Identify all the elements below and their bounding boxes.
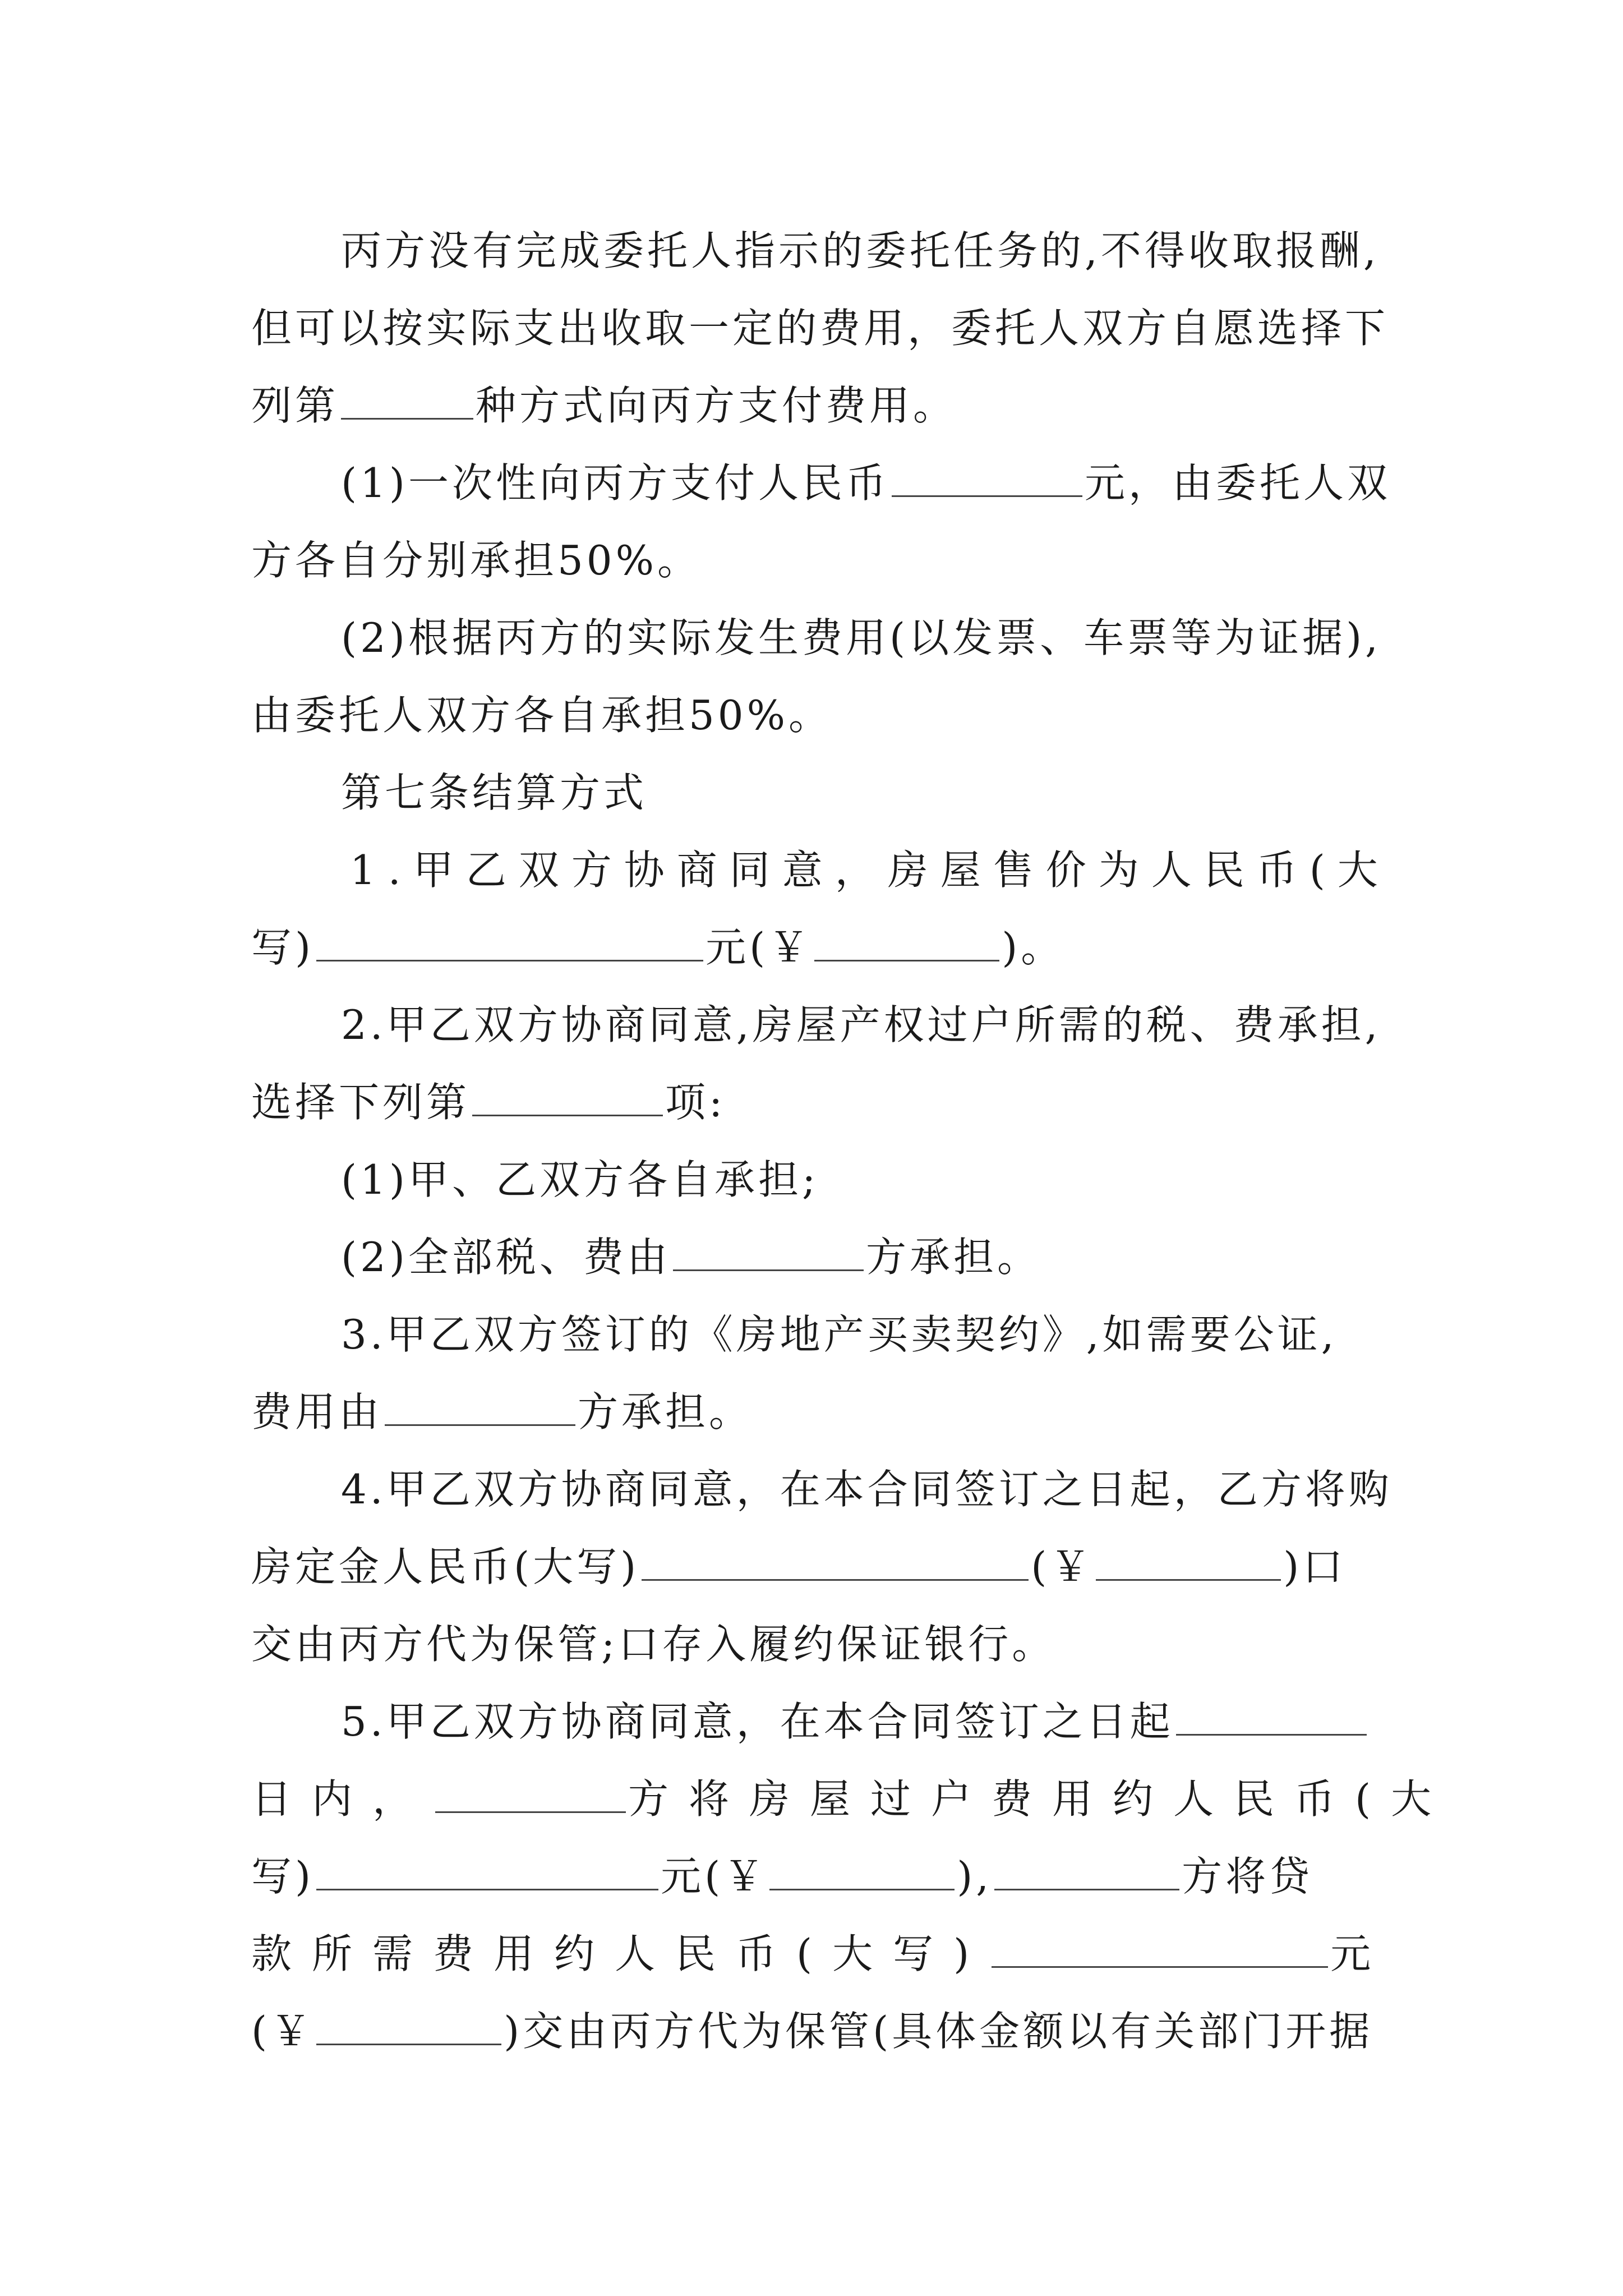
- text-line: [251, 289, 1389, 367]
- fill-in-blank[interactable]: [673, 1229, 864, 1271]
- document-body: [251, 212, 1452, 2070]
- text-line: [251, 1683, 1373, 1760]
- text-line: [251, 1451, 1393, 1528]
- text-segment: 房定金人民币(大写): [251, 1543, 640, 1590]
- text-segment: 元: [1330, 1930, 1391, 1977]
- text-segment: 选择下列第: [251, 1079, 471, 1126]
- text-segment: 日内，: [251, 1775, 434, 1823]
- text-segment: )交由丙方代为保管(具体金额以有关部门开据: [504, 2008, 1373, 2055]
- fill-in-blank[interactable]: [316, 2003, 501, 2045]
- fill-in-blank[interactable]: [472, 1074, 663, 1116]
- text-segment: 写): [251, 1853, 315, 1900]
- text-line: [251, 986, 1381, 1064]
- text-line: [251, 212, 1380, 289]
- fill-in-blank[interactable]: [435, 1771, 626, 1813]
- fill-in-blank[interactable]: [769, 1848, 955, 1890]
- text-segment: 项:: [665, 1079, 726, 1126]
- text-segment: )口: [1283, 1543, 1347, 1590]
- text-line: [251, 1605, 1373, 1683]
- text-segment: )。: [1002, 924, 1065, 971]
- text-line: [251, 1760, 1452, 1838]
- text-line: [251, 1528, 1373, 1605]
- text-line: [251, 1915, 1391, 1993]
- text-segment: 方将房屋过户费用约人民币(大: [628, 1775, 1452, 1823]
- fill-in-blank[interactable]: [1096, 1539, 1281, 1581]
- text-line: [251, 444, 1391, 522]
- text-line: [251, 1838, 1373, 1915]
- fill-in-blank[interactable]: [992, 1926, 1328, 1968]
- text-segment: 写): [251, 924, 315, 971]
- text-segment: 方各自分别承担50%。: [251, 537, 702, 584]
- text-segment: (￥: [1031, 1543, 1094, 1590]
- text-segment: 元(￥: [661, 1853, 768, 1900]
- text-line: [251, 909, 1373, 986]
- text-segment: 3.甲乙双方签订的《房地产买卖契约》,如需要公证,: [341, 1311, 1338, 1358]
- text-segment: (2)根据丙方的实际发生费用(以发票、车票等为证据),: [341, 614, 1382, 661]
- fill-in-blank[interactable]: [341, 378, 473, 420]
- fill-in-blank[interactable]: [892, 455, 1082, 497]
- text-segment: (￥: [251, 2008, 315, 2055]
- text-line: [251, 831, 1390, 909]
- fill-in-blank[interactable]: [642, 1539, 1029, 1581]
- text-segment: 费用由: [251, 1388, 383, 1435]
- text-segment: 丙方没有完成委托人指示的委托任务的,不得收取报酬,: [341, 227, 1380, 274]
- text-segment: 方承担。: [578, 1388, 753, 1435]
- text-segment: 方承担。: [866, 1234, 1041, 1281]
- text-line: [251, 599, 1382, 677]
- text-segment: ),: [957, 1853, 993, 1900]
- text-line: [251, 367, 1373, 444]
- text-line: [251, 1373, 1373, 1451]
- text-segment: 种方式向丙方支付费用。: [476, 382, 957, 429]
- fill-in-blank[interactable]: [814, 919, 999, 961]
- text-segment: (1)甲、乙双方各自承担;: [341, 1156, 819, 1203]
- text-line: [251, 1218, 1373, 1296]
- text-segment: (1)一次性向丙方支付人民币: [341, 459, 889, 507]
- fill-in-blank[interactable]: [385, 1384, 575, 1426]
- text-segment: 5.甲乙双方协商同意，在本合同签订之日起: [341, 1698, 1174, 1745]
- text-line: [251, 1296, 1373, 1373]
- text-segment: 元，由委托人双: [1085, 459, 1391, 507]
- text-segment: 款所需费用约人民币(大写): [251, 1930, 990, 1977]
- text-segment: 但可以按实际支出收取一定的费用，委托人双方自愿选择下: [251, 305, 1389, 352]
- text-segment: 列第: [251, 382, 339, 429]
- text-line: [251, 1064, 1373, 1141]
- text-segment: 元(￥: [706, 924, 813, 971]
- text-segment: 1.甲乙双方协商同意，房屋售价为人民币(大: [350, 846, 1390, 894]
- fill-in-blank[interactable]: [1176, 1694, 1367, 1736]
- text-line: [251, 677, 1373, 754]
- text-segment: 交由丙方代为保管;口存入履约保证银行。: [251, 1621, 1056, 1668]
- text-segment: (2)全部税、费由: [341, 1234, 671, 1281]
- fill-in-blank[interactable]: [994, 1848, 1179, 1890]
- text-segment: 2.甲乙双方协商同意,房屋产权过户所需的税、费承担,: [341, 1001, 1381, 1048]
- text-segment: 4.甲乙双方协商同意，在本合同签订之日起，乙方将购: [341, 1466, 1393, 1513]
- text-line: [251, 522, 1373, 599]
- text-segment: 方将贷: [1182, 1853, 1313, 1900]
- fill-in-blank[interactable]: [316, 1848, 658, 1890]
- fill-in-blank[interactable]: [316, 919, 703, 961]
- text-segment: 第七条结算方式: [341, 769, 648, 816]
- text-segment: 由委托人双方各自承担50%。: [251, 692, 833, 739]
- text-line: [251, 1141, 1373, 1218]
- section-heading: [251, 754, 1373, 831]
- text-line: [251, 1993, 1373, 2070]
